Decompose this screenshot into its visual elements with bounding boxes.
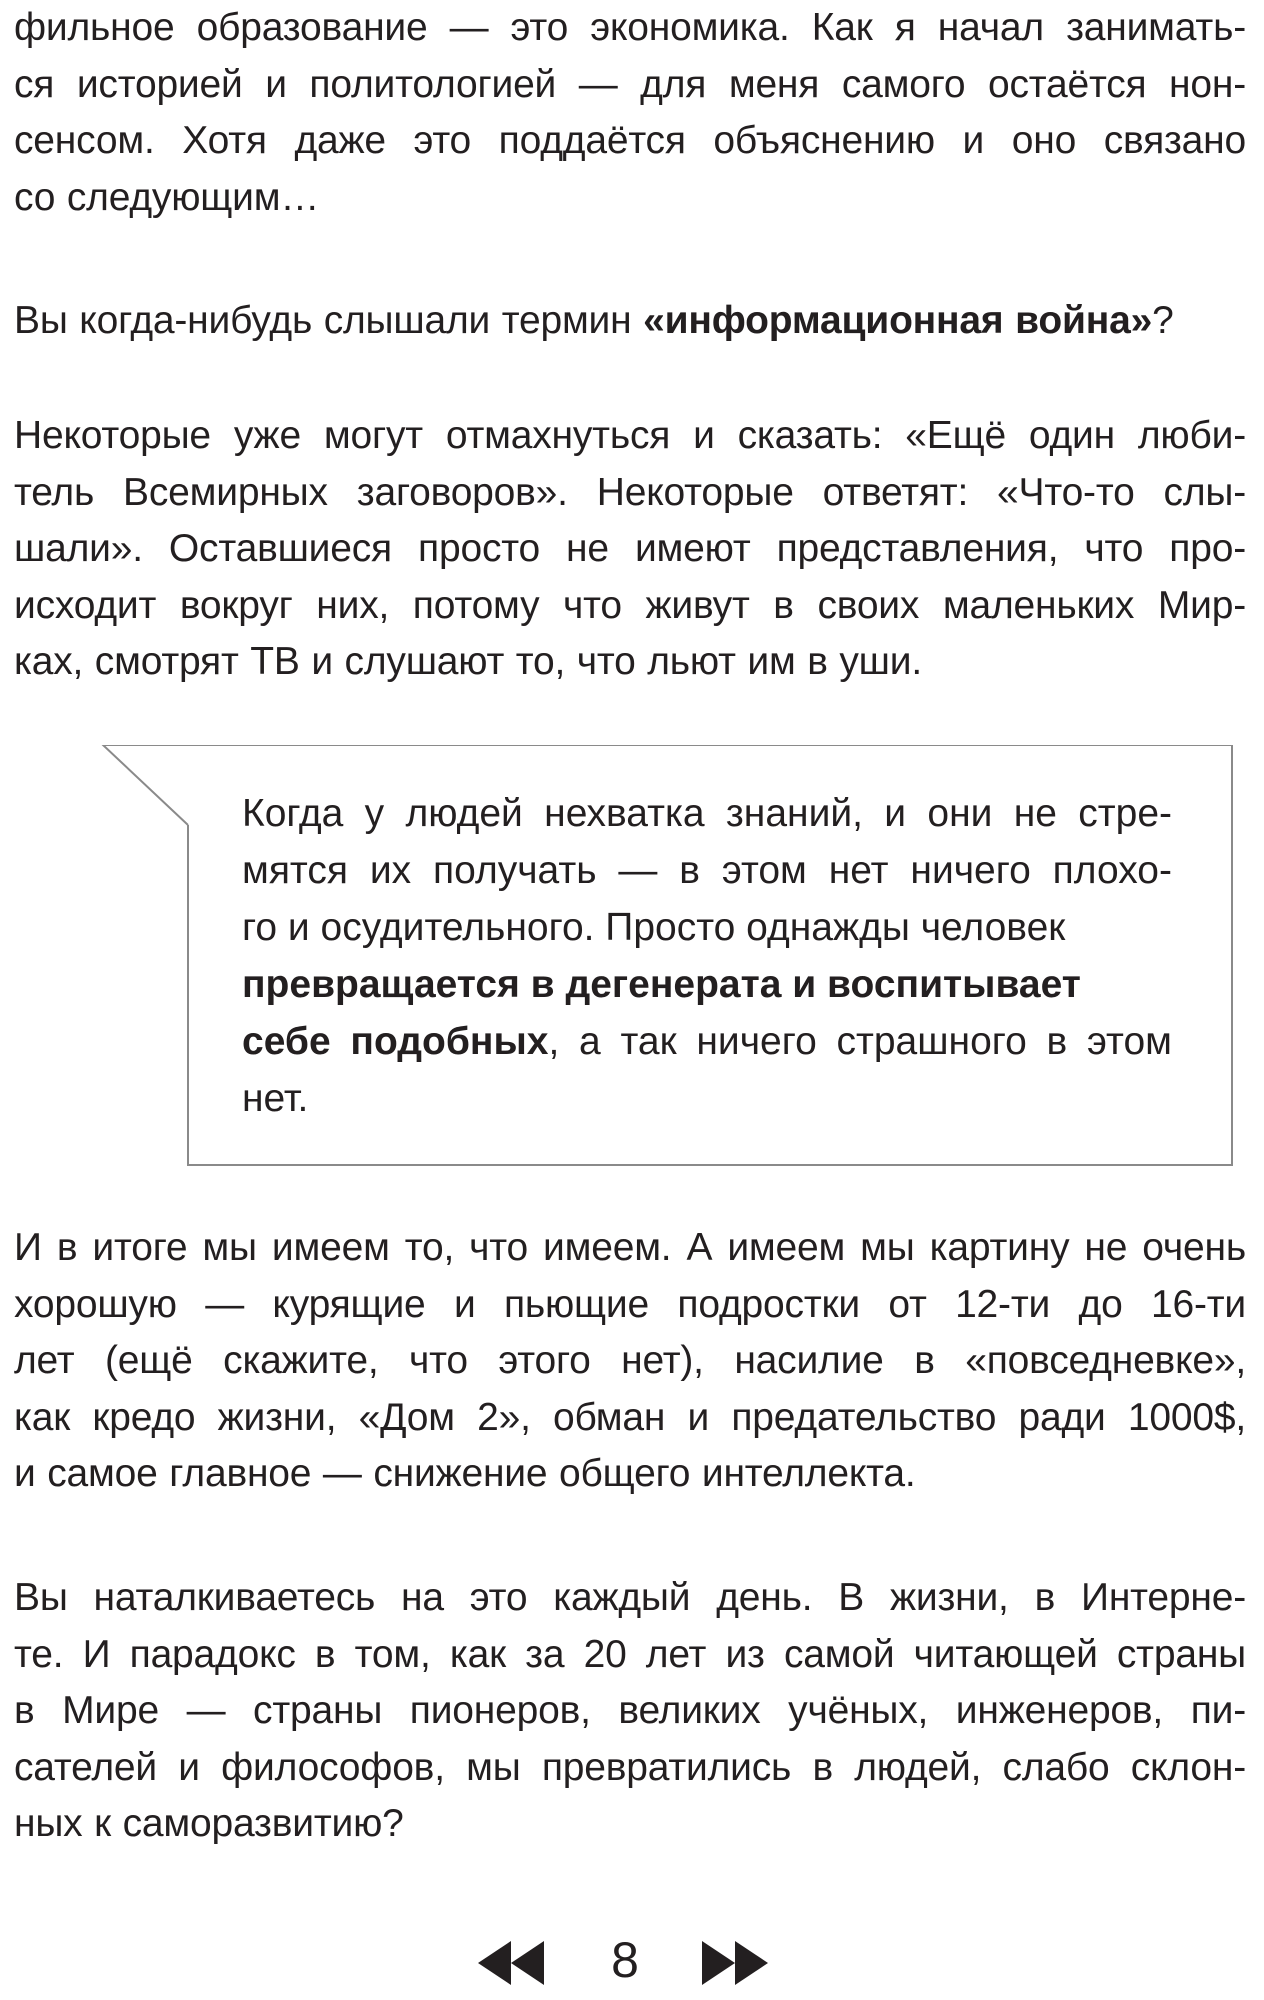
callout-line: мятся их получать — в этом нет ничего плохо- xyxy=(242,849,1172,892)
prev-page-button[interactable] xyxy=(478,1941,544,1985)
callout-bold-phrase: себе подобных xyxy=(242,1020,549,1063)
question-text: Вы когда-нибудь слышали термин xyxy=(14,299,644,342)
text-line: ках, смотрят ТВ и слушают то, что льют им в уши. xyxy=(14,640,922,683)
text-line: тель Всемирных заговоров». Некоторые ответят: «Что-то слы- xyxy=(14,470,1246,514)
paragraph-paradox xyxy=(14,1570,1246,1853)
text-line: лет (ещё скажите, что этого нет), насилие в «повседневке», xyxy=(14,1339,1246,1382)
page-navigation xyxy=(0,1925,1264,1995)
callout-line-bold: превращается в дегенерата и воспитывает xyxy=(242,963,1081,1006)
callout-line xyxy=(242,1013,1172,1070)
text-line: со следующим… xyxy=(14,175,320,219)
callout-text xyxy=(242,785,1172,1127)
question-mark: ? xyxy=(1152,299,1174,342)
text-line: фильное образование — это экономика. Как я начал занимать- xyxy=(14,6,1246,49)
paragraph-result xyxy=(14,1220,1246,1503)
paragraph-intro xyxy=(14,0,1246,226)
highlight-term: «информационная война» xyxy=(643,299,1153,342)
text-line: и самое главное — снижение общего интеллекта. xyxy=(14,1452,916,1495)
double-arrow-left-icon xyxy=(478,1941,544,1985)
text-line: ся историей и политологией — для меня самого остаётся нон- xyxy=(14,62,1246,106)
callout-box xyxy=(0,745,1264,1175)
text-line: Некоторые уже могут отмахнуться и сказать: «Ещё один люби- xyxy=(14,414,1246,457)
text-line: те. И парадокс в том, как за 20 лет из самой читающей страны xyxy=(14,1632,1246,1676)
text-line: сенсом. Хотя даже это поддаётся объяснению и оно связано xyxy=(14,119,1246,162)
text-line: Вы наталкиваетесь на это каждый день. В жизни, в Интерне- xyxy=(14,1576,1246,1619)
text-line: шали». Оставшиеся просто не имеют представления, что про- xyxy=(14,527,1246,570)
paragraph-question xyxy=(14,293,1246,350)
callout-line: нет. xyxy=(242,1077,309,1120)
text-line: И в итоге мы имеем то, что имеем. А имеем мы картину не очень xyxy=(14,1226,1246,1269)
text-line: хорошую — курящие и пьющие подростки от 12-ти до 16-ти xyxy=(14,1282,1246,1326)
next-page-button[interactable] xyxy=(702,1941,768,1985)
page-number: 8 xyxy=(611,1932,639,1988)
callout-line: Когда у людей нехватка знаний, и они не стре- xyxy=(242,792,1172,835)
text-line: как кредо жизни, «Дом 2», обман и предательство ради 1000$, xyxy=(14,1395,1246,1439)
double-arrow-right-icon xyxy=(702,1941,768,1985)
text-line: сателей и философов, мы превратились в людей, слабо склон- xyxy=(14,1745,1246,1789)
text-line: ных к саморазвитию? xyxy=(14,1802,404,1845)
text-line xyxy=(14,293,1246,350)
paragraph-reactions xyxy=(14,408,1246,691)
text-line: в Мире — страны пионеров, великих учёных, инженеров, пи- xyxy=(14,1689,1246,1732)
callout-phrase: , а так ничего страшного в этом xyxy=(548,1020,1172,1063)
callout-line: го и осудительного. Просто однажды человек xyxy=(242,906,1066,949)
text-line: исходит вокруг них, потому что живут в своих маленьких Мир- xyxy=(14,583,1246,627)
